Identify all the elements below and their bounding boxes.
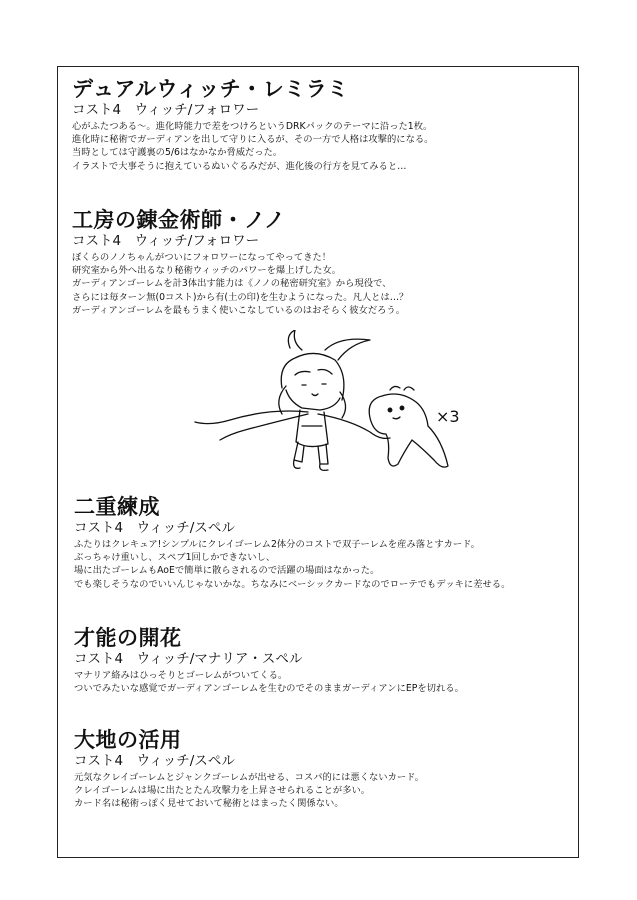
description-line: クレイゴーレムは場に出たとたん攻撃力を上昇させられることが多い。 [74,785,371,797]
description-line: カード名は秘術っぽく見せておいて秘術とはまったく関係ない。 [74,798,344,810]
card-entry-5 [74,728,594,811]
card-description [72,251,592,317]
description-line: ガーディアンゴーレムを最もうまく使いこなしているのはおそらく彼女だろう。 [72,304,406,316]
card-meta: コスト4 ウィッチ/スペル [74,520,235,536]
card-entry-4 [74,626,594,695]
card-title: 工房の錬金術師・ノノ [72,208,286,232]
girl-figure [195,330,390,470]
card-meta: コスト4 ウィッチ/フォロワー [72,233,260,249]
description-line: 研究室から外へ出るなり秘術ウィッチのパワーを爆上げした女。 [72,265,342,277]
description-line: 進化時に秘術でガーディアンを出して守りに入るが、その一方で人格は攻撃的になる。 [72,134,434,146]
description-line: さらには毎ターン無(0コスト)から有(土の印)を生むようになった。凡人とは…？ [72,291,409,303]
card-meta: コスト4 ウィッチ/フォロワー [72,102,260,118]
description-line: でも楽しそうなのでいいんじゃないかな。ちなみにベーシックカードなのでローテでもデッキに差せる。 [74,578,511,590]
description-line: 当時としては守護裏の5/6はなかなか脅威だった。 [72,147,283,159]
description-line: ぼくらのノノちゃんがついにフォロワーになってやってきた！ [72,252,332,263]
description-line: ガーディアンゴーレムを計3体出す能力は《ノノの秘密研究室》から現役で、 [72,278,392,290]
card-title: 大地の活用 [74,728,182,752]
description-line: マナリア絡みはひっそりとゴーレムがついてくる。 [74,670,288,681]
multiplier-label: ×3 [436,407,460,426]
description-line: ふたりはクレキュア!シンプルにクレイゴーレム2体分のコストで双子ーレムを産み落とすカード。 [74,539,480,550]
card-meta: コスト4 ウィッチ/スペル [74,753,235,769]
card-title: 二重練成 [74,495,160,519]
card-description [74,669,594,695]
description-line: 元気なクレイゴーレムとジャンクゴーレムが出せる、コスパ的には悪くないカード。 [74,772,424,783]
creature-figure [369,386,448,467]
card-entry-3 [74,495,594,591]
card-title: 才能の開花 [74,626,182,650]
description-line: ぶっちゃけ重いし、スペブ1回しかできないし、 [74,552,276,564]
description-line: イラストで大事そうに抱えているぬいぐるみだが、進化後の行方を見てみると… [72,160,407,172]
illustration [190,330,490,480]
description-line: 心がふたつある〜。進化時能力で差をつけろというDRKパックのテーマに沿った1枚。 [72,121,433,132]
card-title: デュアルウィッチ・レミラミ [72,77,349,101]
card-meta: コスト4 ウィッチ/マナリア・スペル [74,651,303,667]
card-description [72,120,592,173]
card-description [74,538,594,591]
card-entry-1 [72,77,592,173]
card-description [74,771,594,811]
description-line: 場に出たゴーレムもAoEで簡単に散らされるので活躍の場面はなかった。 [74,565,380,577]
card-entry-2 [72,208,592,317]
description-line: ついでみたいな感覚でガーディアンゴーレムを生むのでそのままガーディアンにEPを切れる。 [74,683,464,695]
